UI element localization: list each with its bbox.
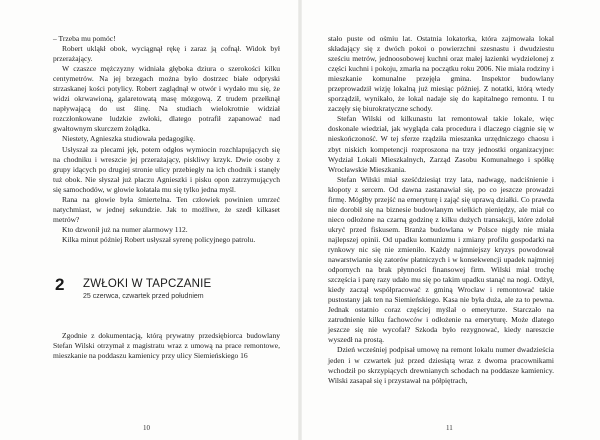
paragraph: Robert ukląkł obok, wyciągnął rękę i zaraz ją cofnął. Widok był przerażający.: [53, 44, 280, 64]
paragraph: Usłyszał za plecami jęk, potem odgłos wymiocin rozchlapujących się na chodniku i wreszcie jej przerażający, piskliwy krzyk. Dwie osoby z grupy idących po drugiej stronie ulicy przebiegły na ich chodnik i stanęły tuż obok. Nie słyszał już płaczu Agnieszki i pisku opon zatrzymujących się samochodów, w głowie kołatała mu się tylko jedna myśl.: [53, 144, 280, 194]
paragraph: Niestety, Agnieszka studiowała pedagogikę.: [62, 134, 196, 144]
page-number: 11: [446, 424, 453, 432]
right-page-text: [328, 34, 554, 386]
chapter-number: 2: [55, 274, 65, 294]
paragraph: Rana na głowie była śmiertelna. Ten człowiek powinien umrzeć natychmiast, w jednej sekundzie. Jak to możliwe, że szedł kilkaset metrów?: [53, 194, 280, 224]
paragraph: Kto dzwonił już na numer alarmowy 112.: [62, 224, 188, 234]
chapter-heading: [53, 275, 280, 309]
chapter-title: ZWŁOKI W TAPCZANIE: [83, 277, 212, 290]
paragraph: stało puste od ośmiu lat. Ostatnia lokatorka, która zajmowała lokal składający się z dwóch pokoi o powierzchni szesnastu i dwudziestu sześciu metrów, jednoosobowej kuchni oraz małej łazienki wydzielonej z części kuchni i pokoju, zmarła na początku roku 2006. Nie miała rodziny i mieszkanie komunalne przejęła gmina. Inspektor budowlany przeprowadził wizję lokalną już miesiąc później. Z notatki, którą wtedy sporządził, wynikało, że lokal nadaje się do kapitalnego remontu. I tu zaczęły się biurokratyczne schody.: [328, 34, 554, 114]
paragraph: Stefan Wilski miał sześćdziesiąt trzy lata, nadwagę, nadciśnienie i kłopoty z sercem. Od dawna zastanawiał się, po co jeszcze prowadzi firmę. Mógłby przejść na emeryturę i zająć się uprawą działki. Co prawda nie dorobił się na biznesie budowlanym wielkich pieniędzy, ale miał co nieco odłożone na czarną godzinę z kilku dużych transakcji, które zdołał ukryć przed fiskusem. Branża budowlana w Polsce nigdy nie miała najlepszej opinii. Od upadku komunizmu i zmiany profilu gospodarki na rynkowy nic się nie zmieniło. Każdy najmniejszy kryzys powodował nawarstwianie się zatorów płatniczych i w konsekwencji upadek najmniej odpornych na brak płynności finansowej firm. Wilski miał trochę szczęścia i parę razy udało mu się po takim upadku stanąć na nogi. Odżył, kiedy zaczął współpracować z gminą Wrocław i remontować takie pustostany jak ten na Siemieńskiego. Kasa nie była duża, ale za to pewna. Jednak ostatnio coraz częściej myślał o emeryturze. Starczało na zatrudnienie kilku fachowców i odłożenie na emeryturę. Może dlatego jeszcze się nie wycofał? Szkoda było rezygnować, kiedy nareszcie wyszedł na prostą.: [328, 174, 554, 345]
chapter-subtitle: 25 czerwca, czwartek przed południem: [83, 292, 204, 300]
paragraph: Kilka minut później Robert usłyszał syrenę policyjnego patrolu.: [62, 234, 256, 244]
left-page-text-top: [53, 34, 280, 245]
paragraph: Zgodnie z dokumentacją, którą prywatny przedsiębiorca budowlany Stefan Wilski otrzymał z magistratu wraz z umową na prace remontowe, mieszkanie na poddaszu kamienicy przy ulicy Siemieńskiego 16: [53, 330, 280, 361]
left-page-text-bottom: [53, 331, 280, 361]
right-page: [300, 0, 600, 440]
paragraph: W czaszce mężczyzny widniała głęboka dziura o szerokości kilku centymetrów. Na jej brzegach można było dostrzec białe odpryski strzaskanej kości potylicy. Robert zaglądnął w otwór i wydało mu się, że widzi okrwawioną, galaretowatą masę mózgową. Z trudem przełknął napływającą do ust ślinę. Na studiach wielokrotnie widział rozczłonkowane ludzkie zwłoki, dlatego potrafił zapanować nad gwałtownym skurczem żołądka.: [53, 64, 280, 134]
paragraph: Dzień wcześniej podpisał umowę na remont lokalu numer dwadzieścia jeden i w czwartek już przed dziesiątą wraz z dwoma pracownikami wchodził po skrzypiących drewnianych schodach na poddasze kamienicy. Wilski zasapał się i przystawał na półpiętrach,: [328, 345, 554, 385]
paragraph: Stefan Wilski od kilkunastu lat remontował takie lokale, więc doskonale wiedział, jak wygląda cała procedura i dlaczego ciągnie się w nieskończoność. W tej sferze rządziła mieszanka urzędniczego chaosu i zbyt niskich kompetencji rozproszona na trzy jednostki organizacyjne: Wydział Lokali Mieszkalnych, Zarząd Zasobu Komunalnego i spółkę Wrocławskie Mieszkania.: [328, 114, 554, 174]
paragraph: – Trzeba mu pomóc!: [53, 34, 116, 43]
page-number: 10: [143, 424, 150, 432]
